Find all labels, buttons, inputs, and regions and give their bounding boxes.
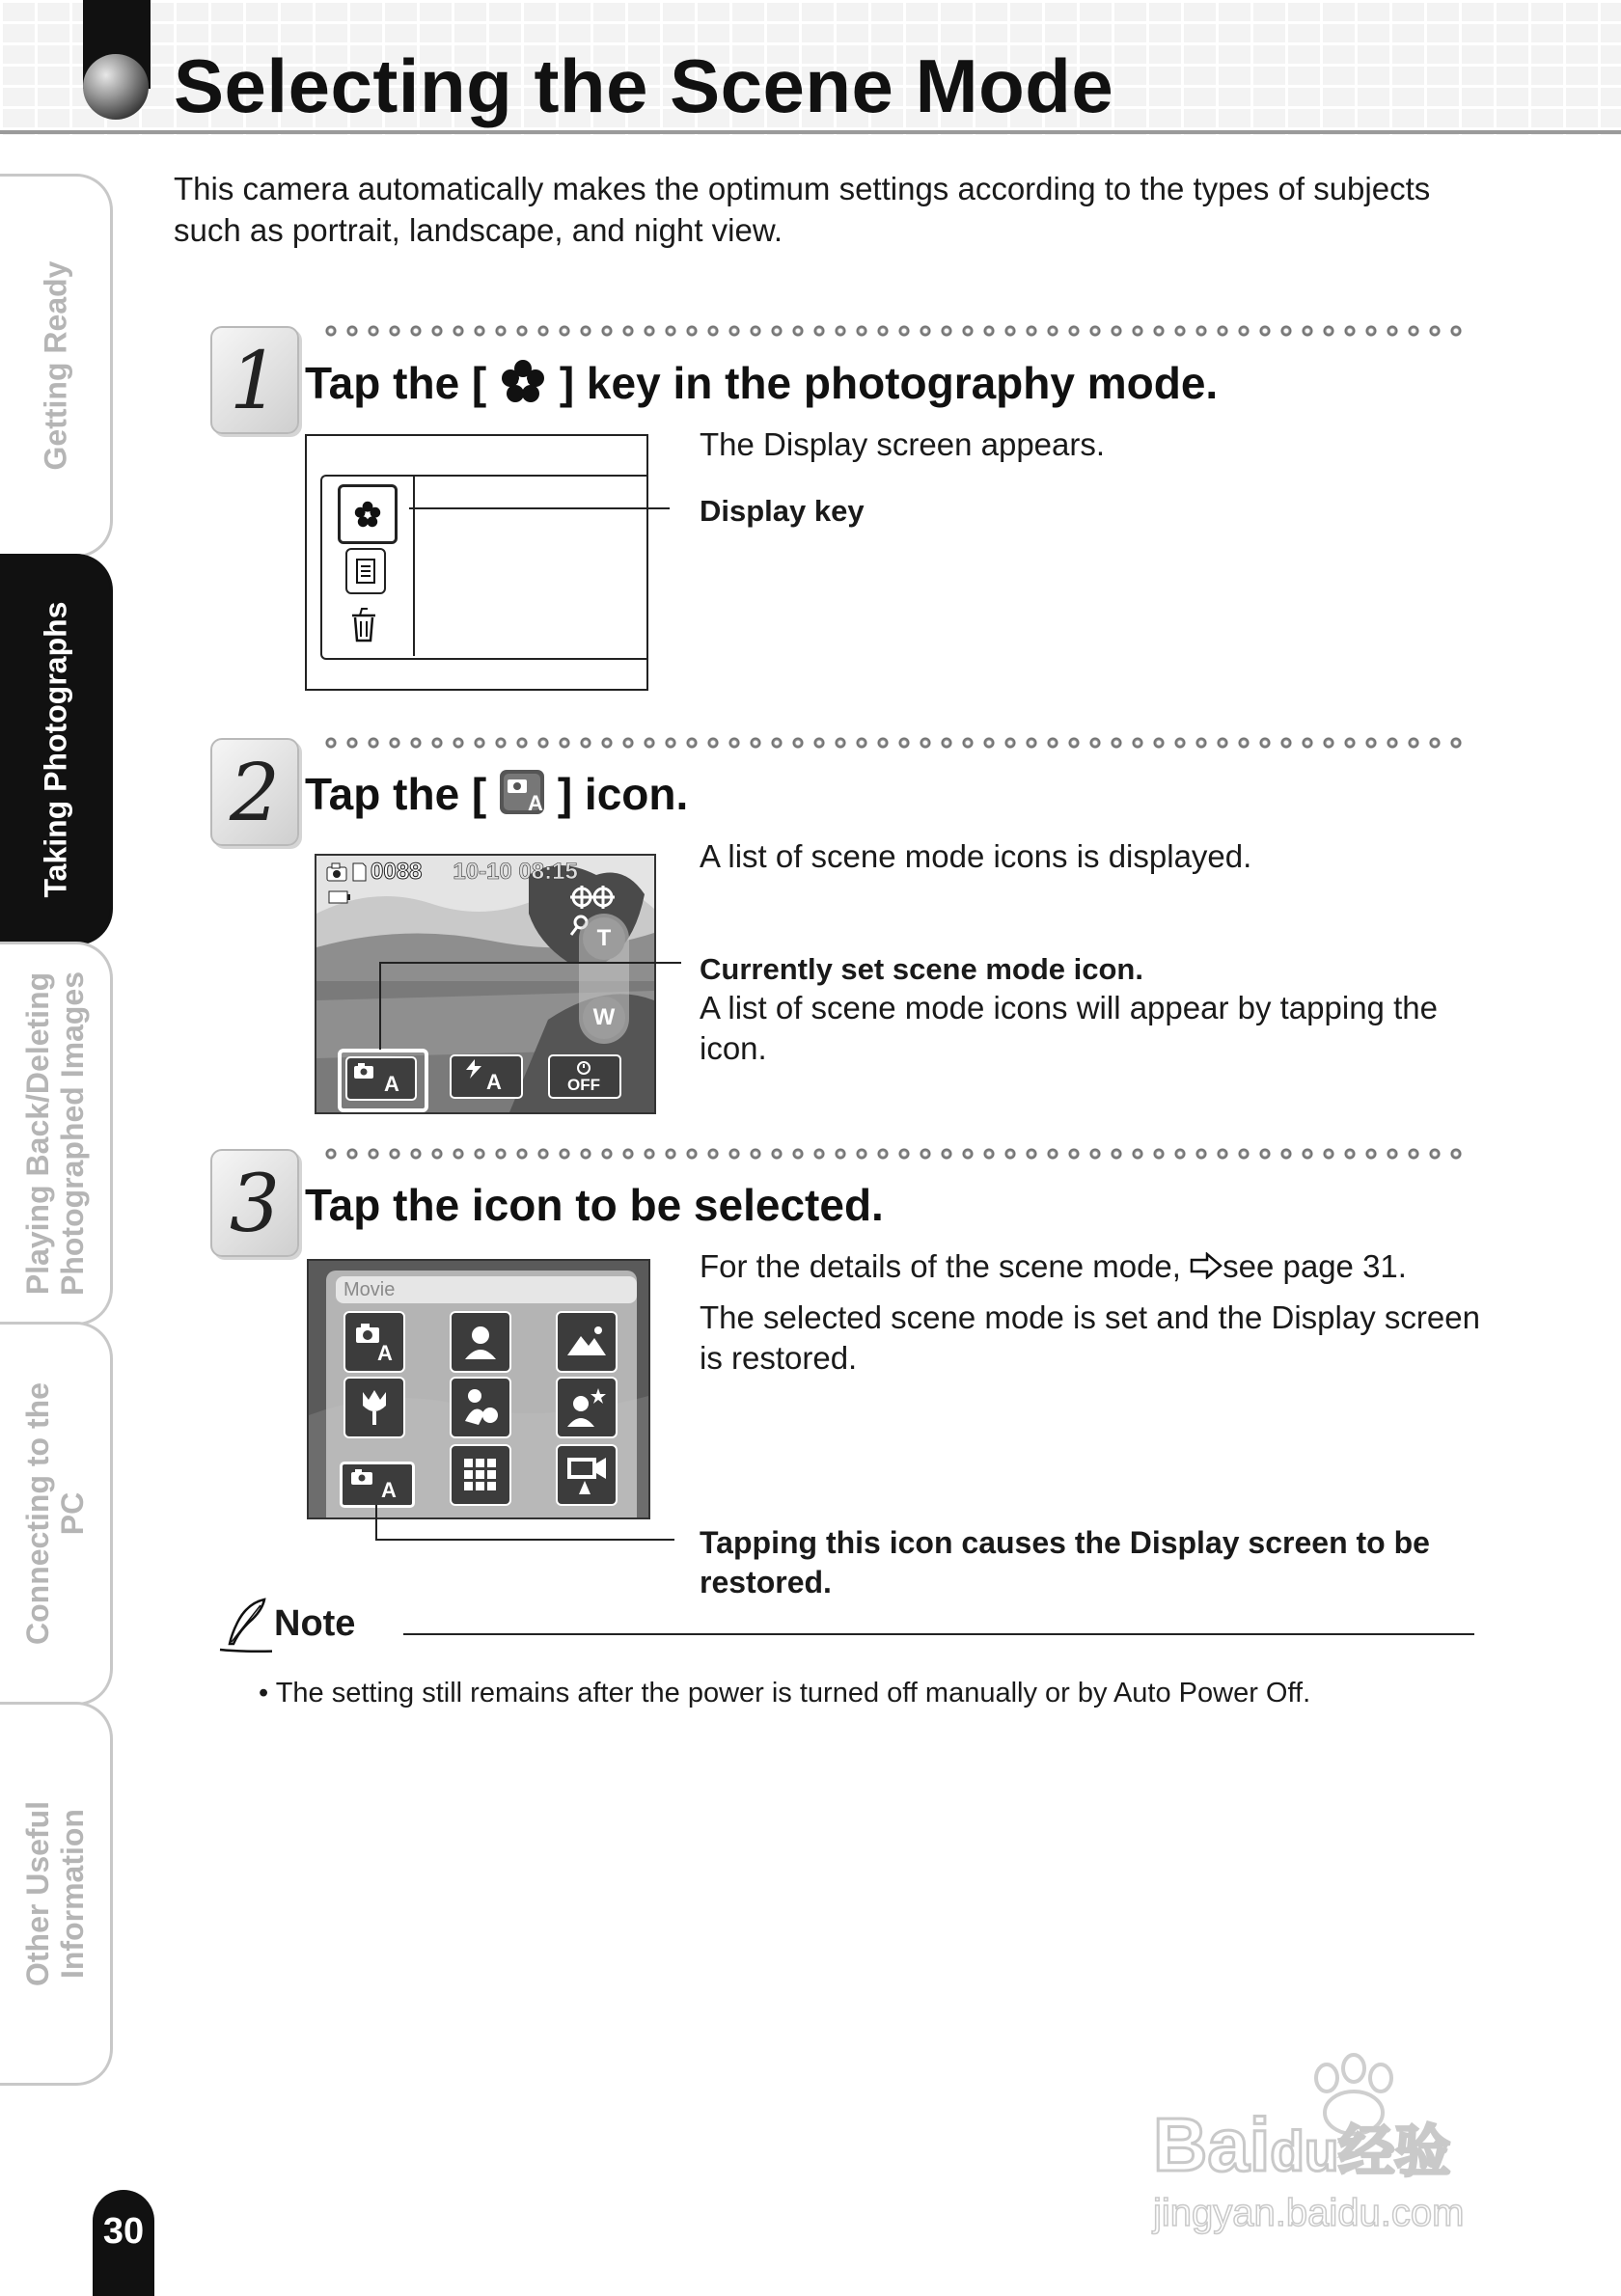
heading-post: ] key in the photography mode. [559, 358, 1219, 408]
zoom-wide-button[interactable]: W [583, 997, 625, 1039]
live-view-figure [315, 854, 656, 1114]
display-key-callout-line [409, 507, 670, 509]
trash-icon[interactable] [347, 606, 380, 649]
date-time: 10-10 08:15 [453, 859, 578, 885]
watermark-url: jingyan.baidu.com [1153, 2192, 1465, 2234]
restore-callout-vline [375, 1505, 377, 1540]
step-3-heading: Tap the icon to be selected. [305, 1180, 884, 1230]
flash-mode-label: A [486, 1070, 502, 1094]
sidebar-tab-label-line1: Other Useful [20, 1800, 55, 1987]
menu-list-icon [355, 558, 376, 585]
step-1-badge [210, 326, 299, 434]
step-3-description [700, 1246, 1407, 1289]
battery-icon [328, 890, 351, 904]
landscape-icon [565, 1321, 608, 1363]
grid-icon [461, 1456, 500, 1494]
intro-text: This camera automatically makes the optimum settings according to the types of subjects such as portrait, landscape, and night view. [174, 171, 1431, 248]
display-key-callout: Display key [700, 494, 865, 528]
restore-callout-line [375, 1539, 674, 1541]
page-reference-arrow-icon [1190, 1248, 1223, 1289]
watermark-bai: Bai [1153, 2102, 1271, 2187]
camera-icon [350, 1468, 375, 1486]
zoom-tele-button[interactable]: T [583, 917, 625, 960]
memory-card-icon [351, 862, 367, 882]
step-number: 2 [229, 748, 281, 839]
sidebar-tab-label-line2: Photographed Images [55, 970, 91, 1297]
frame-count: 0088 [371, 859, 423, 885]
step-1-heading [305, 357, 1218, 416]
flower-icon [353, 500, 382, 529]
note-heading [218, 1596, 392, 1657]
watermark-jingyan: 经验 [1338, 2120, 1451, 2183]
svg-text:A: A [377, 1341, 393, 1364]
watermark-logo [1153, 2053, 1520, 2236]
heading-pre: Tap the [ [305, 769, 487, 819]
scene-flower-button[interactable] [343, 1377, 405, 1438]
display-key-button[interactable] [338, 484, 398, 544]
scene-mode-button[interactable] [345, 1056, 417, 1101]
scene-icon-callout-text: A list of scene mode icons will appear by tapping the icon. [700, 990, 1438, 1066]
description-pre: For the details of the scene mode, [700, 1248, 1181, 1284]
self-timer-icon [575, 1058, 592, 1076]
scene-auto-button[interactable] [343, 1311, 405, 1373]
step-2-description: A list of scene mode icons is displayed. [700, 838, 1252, 874]
auto-scene-icon [352, 1320, 397, 1364]
note-rule [403, 1633, 1474, 1635]
title-bullet-icon [83, 54, 149, 120]
sidebar-tab-label-line2: PC [55, 1491, 90, 1536]
menu-key-button[interactable] [345, 548, 386, 594]
sidebar-tab-other-useful[interactable] [0, 1702, 113, 2086]
scene-landscape-button[interactable] [556, 1311, 618, 1373]
sidebar-tab-connecting-pc[interactable] [0, 1322, 113, 1706]
heading-pre: Tap the [ [305, 358, 487, 408]
page-title: Selecting the Scene Mode [174, 43, 1114, 128]
scene-icon-callout-vline [379, 963, 381, 1050]
current-scene-restore-button[interactable] [340, 1462, 415, 1508]
step-number: 1 [229, 336, 281, 427]
camera-mode-icon [326, 862, 347, 882]
scene-mode-list-figure [307, 1259, 650, 1519]
night-portrait-icon [565, 1386, 608, 1429]
portrait-icon [459, 1321, 502, 1363]
feather-pen-icon [218, 1596, 272, 1654]
page-number: 30 [102, 2211, 145, 2252]
sidebar-tab-label-line1: Playing Back/Deleting [20, 971, 56, 1296]
sidebar-tab-label [20, 971, 90, 1296]
step-number: 3 [229, 1159, 281, 1250]
scene-night-portrait-button[interactable] [556, 1377, 618, 1438]
movie-camera-icon [565, 1454, 608, 1496]
scene-icon-callout-line [379, 962, 681, 964]
watermark-du: du [1270, 2120, 1339, 2183]
sports-icon [459, 1386, 502, 1429]
note-item-text: The setting still remains after the power is turned off manually or by Auto Power Off. [275, 1678, 1311, 1708]
step-3-badge [210, 1149, 299, 1257]
sidebar-tab-label-line2: Information [55, 1809, 90, 1979]
note-list-item [259, 1676, 1310, 1710]
scene-sports-button[interactable] [450, 1377, 511, 1438]
scene-multi-shot-button[interactable] [450, 1444, 511, 1506]
display-key-flower-icon [499, 357, 547, 416]
note-title: Note [274, 1603, 356, 1644]
scene-portrait-button[interactable] [450, 1311, 511, 1373]
sidebar-tab-getting-ready[interactable] [0, 174, 113, 558]
svg-text:A: A [528, 791, 543, 816]
flash-mode-button[interactable] [450, 1054, 523, 1099]
step-divider [320, 736, 1469, 750]
sidebar-tab-taking-photographs[interactable] [0, 554, 113, 945]
sidebar-tab-label: Getting Ready [38, 260, 73, 471]
camera-icon [353, 1062, 376, 1080]
watermark-text [1153, 2101, 1450, 2189]
step-1-description: The Display screen appears. [700, 426, 1106, 462]
step-2-heading [305, 768, 688, 826]
status-bar [326, 860, 645, 885]
step-divider [320, 324, 1469, 338]
heading-post: ] icon. [557, 769, 689, 819]
display-key-figure [305, 434, 648, 691]
sidebar-tab-label: Taking Photographs [38, 601, 72, 898]
menu-label-movie: Movie [336, 1276, 637, 1303]
auto-scene-icon [499, 769, 545, 826]
header-rule [0, 130, 1621, 134]
sidebar-tab-label [20, 1801, 90, 1986]
scene-icon-callout-title: Currently set scene mode icon. [700, 952, 1143, 986]
step-3-description-2: The selected scene mode is set and the Display screen is restored. [700, 1299, 1480, 1376]
page-reference-link[interactable]: see page 31. [1223, 1248, 1407, 1284]
page-number-tab [93, 2190, 154, 2296]
bullet-icon: • [259, 1678, 276, 1708]
scene-movie-button[interactable] [556, 1444, 618, 1506]
current-scene-label: A [381, 1478, 397, 1502]
restore-icon-callout: Tapping this icon causes the Display screen to be restored. [700, 1525, 1430, 1599]
sidebar-tab-label [20, 1382, 90, 1645]
step-2-badge [210, 738, 299, 846]
tulip-icon [353, 1386, 396, 1429]
focus-mode-icon [569, 885, 619, 910]
self-timer-label: OFF [567, 1076, 600, 1094]
scene-mode-label: A [384, 1072, 399, 1096]
sidebar-tab-label-line1: Connecting to the [20, 1382, 55, 1645]
sidebar-tab-playing-back[interactable] [0, 942, 113, 1326]
self-timer-button[interactable] [548, 1054, 621, 1099]
flash-icon [463, 1058, 484, 1080]
step-divider [320, 1147, 1469, 1161]
